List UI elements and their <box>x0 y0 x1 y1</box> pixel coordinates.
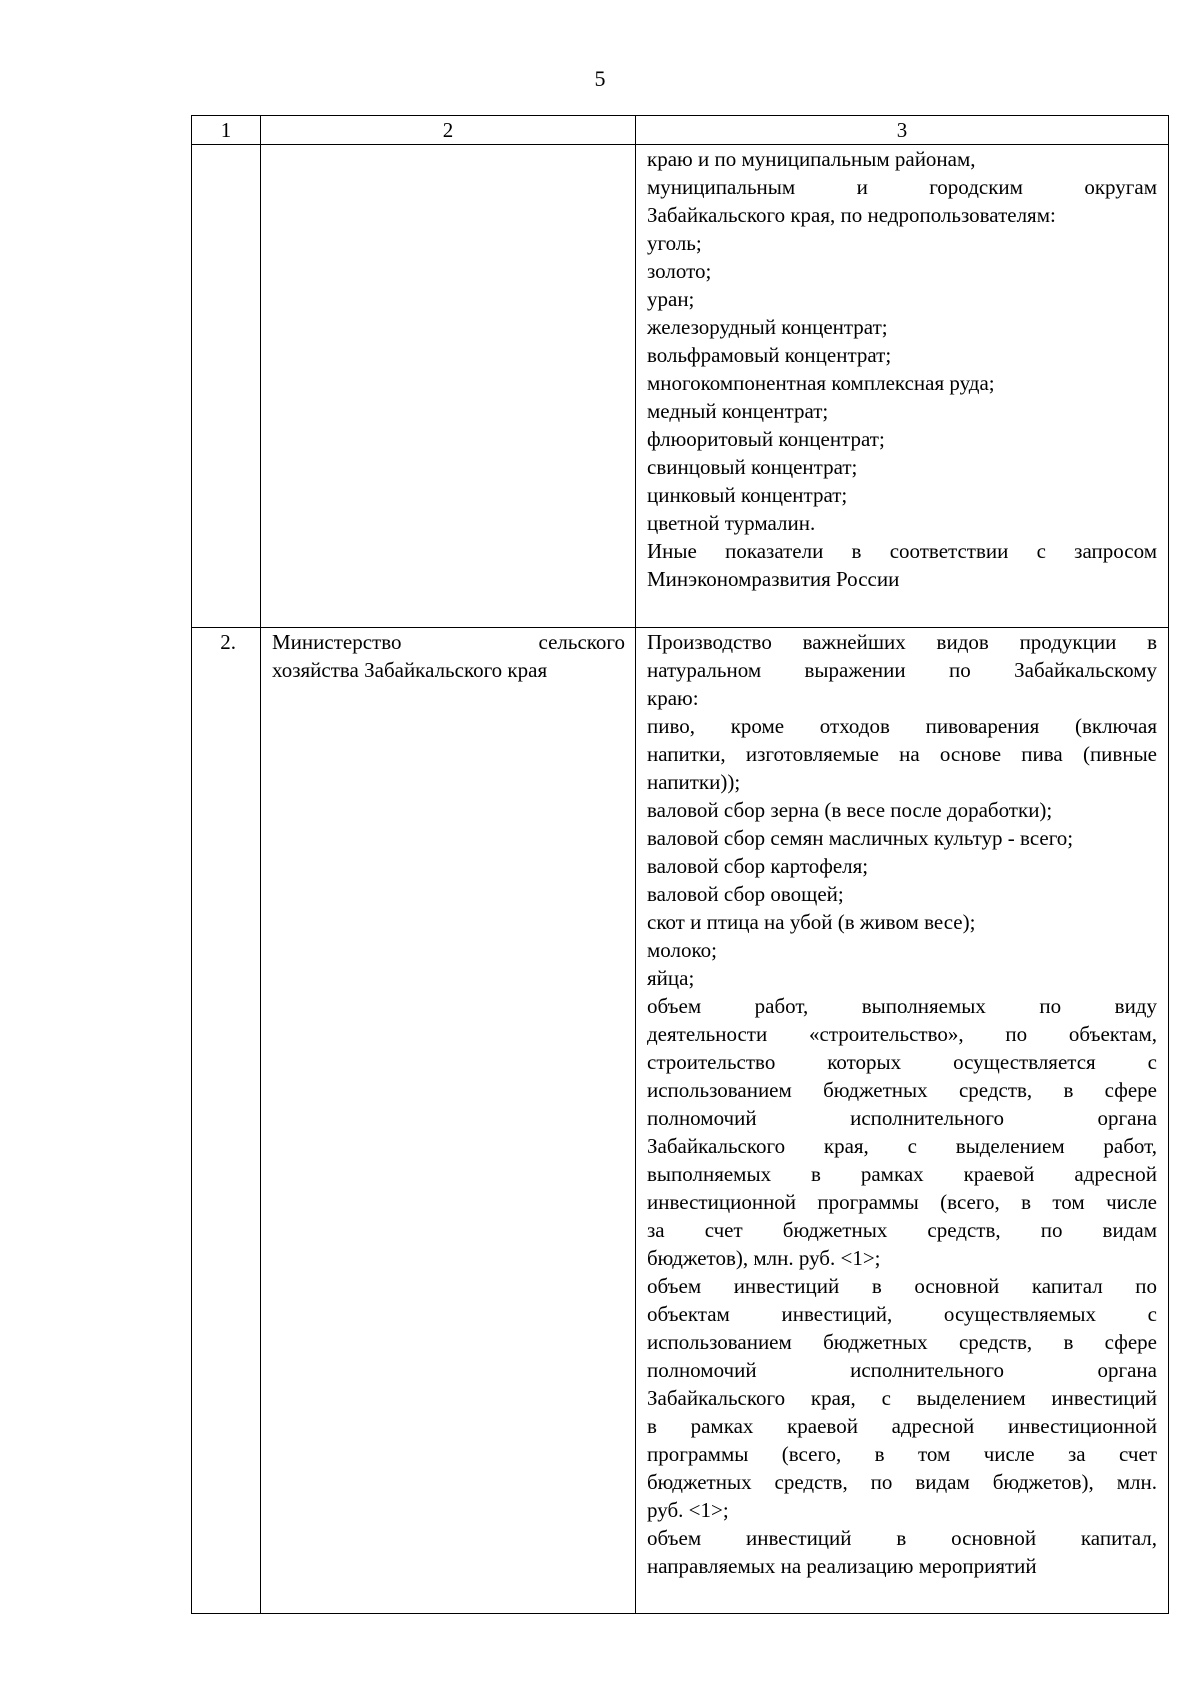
indicators-cell <box>636 145 1169 628</box>
indicator-line: строительство которых осуществляется с <box>647 1050 1157 1074</box>
indicator-line: напитки)); <box>647 770 741 794</box>
table-row <box>192 628 1169 1614</box>
indicator-line: Забайкальского края, с выделением инвестиций <box>647 1386 1157 1410</box>
indicator-line: железорудный концентрат; <box>647 315 888 339</box>
organization-cell <box>261 145 636 628</box>
indicator-line: медный концентрат; <box>647 399 829 423</box>
indicator-line: краю: <box>647 686 699 710</box>
indicator-line: полномочий исполнительного органа <box>647 1358 1157 1382</box>
indicators-table <box>191 115 1169 1614</box>
indicator-line: многокомпонентная комплексная руда; <box>647 371 995 395</box>
indicator-line: флюоритовый концентрат; <box>647 427 885 451</box>
indicator-line: валовой сбор семян масличных культур - всего; <box>647 826 1074 850</box>
indicator-line: бюджетных средств, по видам бюджетов), млн. <box>647 1470 1157 1494</box>
row-number-cell: 2. <box>192 628 261 1614</box>
table-row <box>192 145 1169 628</box>
organization-cell <box>261 628 636 1614</box>
indicator-line: валовой сбор картофеля; <box>647 854 869 878</box>
indicator-line: напитки, изготовляемые на основе пива (пивные <box>647 742 1157 766</box>
indicator-line: направляемых на реализацию мероприятий <box>647 1554 1037 1578</box>
organization-line: хозяйства Забайкальского края <box>272 658 548 682</box>
indicator-line: цветной турмалин. <box>647 511 816 535</box>
indicator-line: натуральном выражении по Забайкальскому <box>647 658 1157 682</box>
column-header-1: 1 <box>192 116 261 145</box>
indicator-line: валовой сбор овощей; <box>647 882 844 906</box>
indicator-line: объем инвестиций в основной капитал по <box>647 1274 1157 1298</box>
indicator-line: уран; <box>647 287 695 311</box>
indicator-line: вольфрамовый концентрат; <box>647 343 892 367</box>
indicator-line: скот и птица на убой (в живом весе); <box>647 910 976 934</box>
indicator-line: объем инвестиций в основной капитал, <box>647 1526 1157 1550</box>
indicator-line: уголь; <box>647 231 702 255</box>
indicator-line: пиво, кроме отходов пивоварения (включая <box>647 714 1157 738</box>
row-number-cell <box>192 145 261 628</box>
indicator-line: молоко; <box>647 938 717 962</box>
indicator-line: Минэкономразвития России <box>647 567 900 591</box>
indicator-line: использованием бюджетных средств, в сфере <box>647 1078 1157 1102</box>
organization-line: Министерство сельского <box>272 630 625 654</box>
indicator-line: за счет бюджетных средств, по видам <box>647 1218 1157 1242</box>
indicator-line: объектам инвестиций, осуществляемых с <box>647 1302 1157 1326</box>
indicator-line: золото; <box>647 259 712 283</box>
indicator-line: руб. <1>; <box>647 1498 729 1522</box>
indicator-line: муниципальным и городским округам <box>647 175 1157 199</box>
indicator-line: цинковый концентрат; <box>647 483 848 507</box>
indicator-line: полномочий исполнительного органа <box>647 1106 1157 1130</box>
indicator-line: в рамках краевой адресной инвестиционной <box>647 1414 1157 1438</box>
indicators-cell <box>636 628 1169 1614</box>
table-header-row <box>192 116 1169 145</box>
column-header-3: 3 <box>636 116 1169 145</box>
column-header-2: 2 <box>261 116 636 145</box>
indicator-line: программы (всего, в том числе за счет <box>647 1442 1157 1466</box>
indicator-line: яйца; <box>647 966 695 990</box>
indicator-line: выполняемых в рамках краевой адресной <box>647 1162 1157 1186</box>
page-number: 5 <box>594 66 606 91</box>
indicator-line: Иные показатели в соответствии с запросом <box>647 539 1157 563</box>
indicator-line: объем работ, выполняемых по виду <box>647 994 1157 1018</box>
indicator-line: свинцовый концентрат; <box>647 455 858 479</box>
indicator-line: краю и по муниципальным районам, <box>647 147 976 171</box>
indicator-line: валовой сбор зерна (в весе после доработки); <box>647 798 1053 822</box>
indicator-line: бюджетов), млн. руб. <1>; <box>647 1246 881 1270</box>
indicator-line: Производство важнейших видов продукции в <box>647 630 1157 654</box>
indicator-line: инвестиционной программы (всего, в том числе <box>647 1190 1157 1214</box>
indicator-line: Забайкальского края, по недропользователям: <box>647 203 1056 227</box>
indicator-line: использованием бюджетных средств, в сфере <box>647 1330 1157 1354</box>
indicator-line: деятельности «строительство», по объектам, <box>647 1022 1157 1046</box>
indicator-line: Забайкальского края, с выделением работ, <box>647 1134 1157 1158</box>
